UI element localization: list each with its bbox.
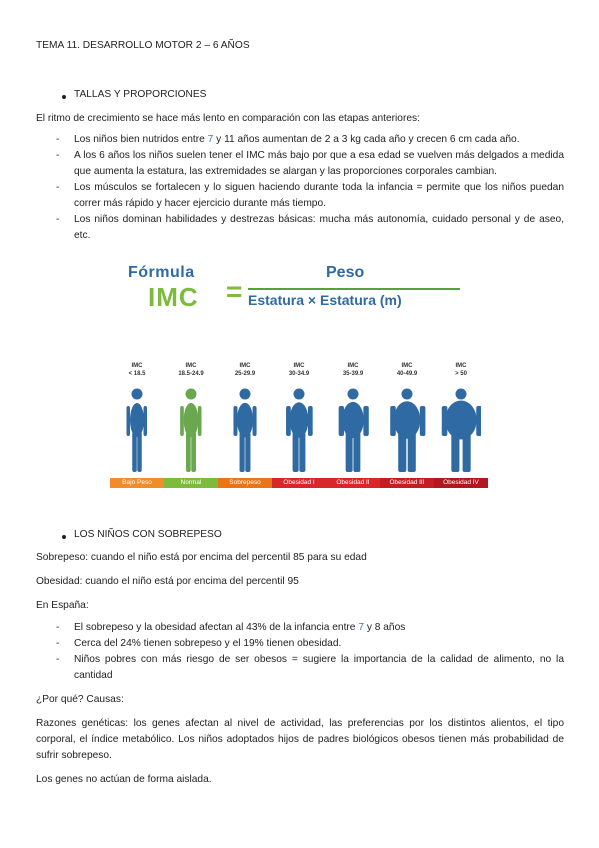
bmi-label-range: > 50 [455, 371, 467, 377]
bmi-label-imc: IMC [455, 363, 467, 369]
bmi-range-label [274, 362, 324, 378]
definition-obesidad: Obesidad: cuando el niño está por encima del percentil 95 [36, 576, 299, 587]
bmi-category-bar: Obesidad II [326, 478, 380, 488]
bmi-range-label [328, 362, 378, 378]
spain-label: En España: [36, 600, 89, 611]
section-heading-sobrepeso: LOS NIÑOS CON SOBREPESO [74, 529, 222, 540]
bmi-category-bar: Obesidad IV [434, 478, 488, 488]
bmi-range-label [382, 362, 432, 378]
section-intro: El ritmo de crecimiento se hace más lento en comparación con las etapas anteriores: [36, 113, 420, 124]
bmi-label-range: 25-29.9 [234, 371, 256, 377]
bmi-label-imc: IMC [239, 363, 251, 369]
bmi-range-label [436, 362, 486, 378]
bmi-label-range: 18.5-24.9 [178, 371, 204, 377]
definition-sobrepeso: Sobrepeso: cuando el niño está por encima del percentil 85 para su edad [36, 552, 367, 563]
bmi-label-range: < 18.5 [128, 371, 146, 377]
causes-question: ¿Por qué? Causas: [36, 694, 124, 705]
body-silhouette-icon [171, 386, 211, 476]
bmi-label-imc: IMC [347, 363, 359, 369]
dash: - [56, 150, 60, 161]
body-silhouette-icon [387, 386, 427, 476]
bmi-category-bar: Normal [164, 478, 218, 488]
bmi-range-label [220, 362, 270, 378]
bmi-category-bar: Obesidad III [380, 478, 434, 488]
bmi-label-range: 35-39.9 [342, 371, 364, 377]
closing-sentence: Los genes no actúan de forma aislada. [36, 774, 212, 785]
dash: - [56, 654, 60, 665]
body-silhouette-icon [225, 386, 265, 476]
formula-denominator: Estatura × Estatura (m) [248, 292, 402, 308]
list-item: El sobrepeso y la obesidad afectan al 43% de la infancia entre 7 y 8 años [74, 622, 406, 633]
body-silhouette-icon [279, 386, 319, 476]
dash: - [56, 134, 60, 145]
bmi-category-bar: Sobrepeso [218, 478, 272, 488]
list-item: Los niños dominan habilidades y destrezas básicas: mucha más autonomía, cuidado personal y de aseo, etc. [74, 214, 564, 241]
imc-formula [128, 262, 468, 318]
list-item: A los 6 años los niños suelen tener el IMC más bajo por que a esa edad se vuelven más delgados a medida que aumenta la estatura, las extremidades se alargan y las proporciones corporales cambian. [74, 150, 564, 177]
bmi-range-label [112, 362, 162, 378]
section-heading-tallas: TALLAS Y PROPORCIONES [74, 89, 207, 100]
bmi-range-label [166, 362, 216, 378]
bullet-dot [62, 535, 66, 539]
page-title: TEMA 11. DESARROLLO MOTOR 2 – 6 AÑOS [36, 40, 250, 51]
bmi-label-imc: IMC [185, 363, 197, 369]
fraction-line [248, 288, 460, 290]
list-item: Niños pobres con más riesgo de ser obesos = sugiere la importancia de la calidad de alimento, no la cantidad [74, 654, 564, 681]
body-silhouette-icon [117, 386, 157, 476]
bmi-label-imc: IMC [401, 363, 413, 369]
body-silhouette-icon [333, 386, 373, 476]
dash: - [56, 182, 60, 193]
bmi-categories-chart [110, 362, 488, 490]
formula-imc: IMC [148, 282, 199, 312]
formula-numerator: Peso [326, 264, 365, 281]
formula-word: Fórmula [128, 264, 195, 281]
dash: - [56, 214, 60, 225]
genetic-reasons-paragraph: Razones genéticas: los genes afectan al nivel de actividad, las preferencias por los distintos alientos, el tipo corporal, el índice metabólico. Los niños adoptados hijos de padres biológicos obesos tienen más probabilidad de sufrir sobrepeso. [36, 718, 564, 761]
formula-equals: = [226, 276, 243, 307]
bmi-category-bar: Obesidad I [272, 478, 326, 488]
list-item: Los niños bien nutridos entre 7 y 11 años aumentan de 2 a 3 kg cada año y crecen 6 cm cada año. [74, 134, 520, 145]
bullet-dot [62, 95, 66, 99]
bmi-label-imc: IMC [131, 363, 143, 369]
list-item: Los músculos se fortalecen y lo siguen haciendo durante toda la infancia = permite que los niños puedan correr más rápido y hacer ejercicio durante más tiempo. [74, 182, 564, 209]
bmi-label-imc: IMC [293, 363, 305, 369]
dash: - [56, 638, 60, 649]
bmi-category-bar: Bajo Peso [110, 478, 164, 488]
bmi-label-range: 30-34.9 [288, 371, 310, 377]
body-silhouette-icon [441, 386, 481, 476]
list-item: Cerca del 24% tienen sobrepeso y el 19% tienen obesidad. [74, 638, 342, 649]
bmi-label-range: 40-49.9 [396, 371, 418, 377]
dash: - [56, 622, 60, 633]
